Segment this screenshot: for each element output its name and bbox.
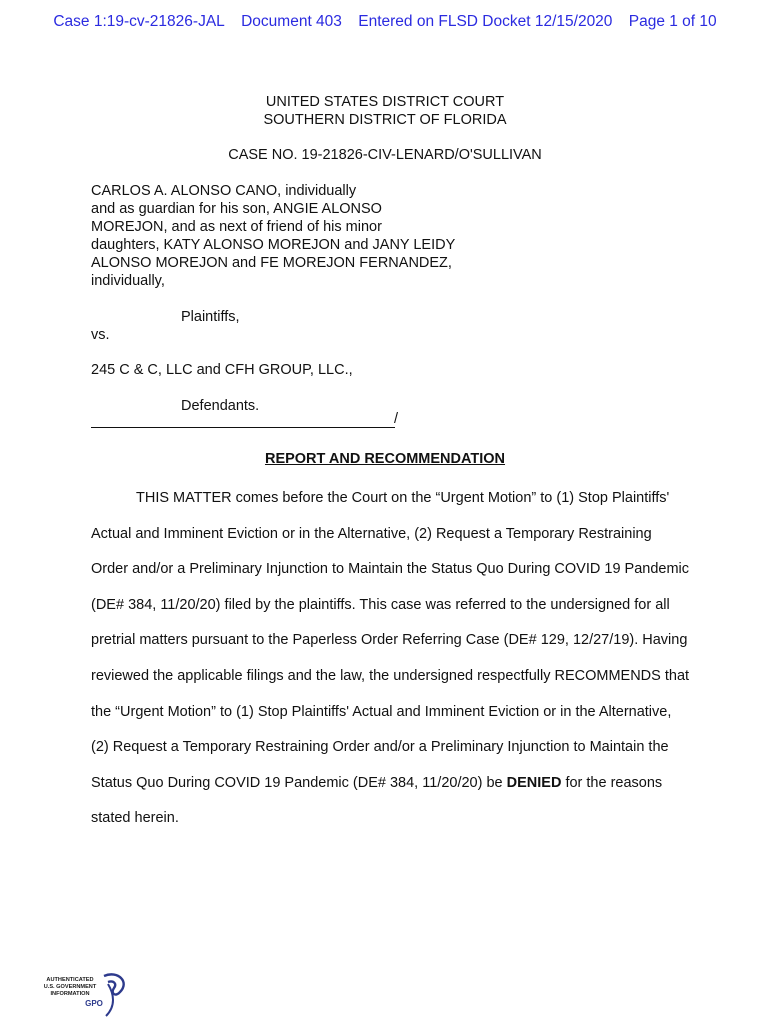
header-docket-entry: Entered on FLSD Docket 12/15/2020 <box>358 13 613 30</box>
gpo-line1: AUTHENTICATED <box>46 977 94 983</box>
case-number-line: CASE NO. 19-21826-CIV-LENARD/O'SULLIVAN <box>228 147 542 163</box>
caption-line: ALONSO MOREJON and FE MOREJON FERNANDEZ, <box>91 255 452 271</box>
body-text-main: THIS MATTER comes before the Court on the “Urgent Motion” to (1) Stop Plaintiffs' Actual and Imminent Eviction or in the Alternative, (2) Request a Temporary Restraining Order and/or a Preliminary Injunction to Maintain the Status Quo During COVID 19 Pandemic (DE# 384, 11/20/20) filed by the plaintiffs. This case was referred to the undersigned for all pretrial matters pursuant to the Paperless Order Referring Case (DE# 129, 12/27/19). Having reviewed the applicable filings and the law, the undersigned respectfully RECOMMENDS that the “Urgent Motion” to (1) Stop Plaintiffs' Actual and Imminent Eviction or in the Alternative, (2) Request a Temporary Restraining Order and/or a Preliminary Injunction to Maintain the Status Quo During COVID 19 Pandemic (DE# 384, 11/20/20) be <box>91 490 690 791</box>
header-page-number: Page 1 of 10 <box>628 13 717 30</box>
caption-line: CARLOS A. ALONSO CANO, individually <box>91 183 357 199</box>
defendants-names: 245 C & C, LLC and CFH GROUP, LLC., <box>91 362 353 378</box>
eagle-icon <box>104 974 124 994</box>
court-name-line2: SOUTHERN DISTRICT OF FLORIDA <box>263 112 507 128</box>
body-text-end: for the reasons stated herein. <box>91 774 663 827</box>
caption-line: individually, <box>91 273 165 289</box>
header-document: Document 403 <box>241 13 342 30</box>
court-name-line1: UNITED STATES DISTRICT COURT <box>265 94 505 110</box>
caption-line: daughters, KATY ALONSO MOREJON and JANY LEIDY <box>91 237 456 253</box>
versus-label: vs. <box>91 327 110 343</box>
caption-line: and as guardian for his son, ANGIE ALONSO <box>91 201 382 217</box>
header-case-number: Case 1:19-cv-21826-JAL <box>53 13 225 30</box>
plaintiffs-label: Plaintiffs, <box>181 309 240 325</box>
defendants-label: Defendants. <box>181 398 260 414</box>
gpo-line3: INFORMATION <box>50 991 90 997</box>
body-emphasis: DENIED <box>506 774 562 791</box>
caption-rule-slash: / <box>394 411 399 427</box>
court-name-block <box>0 93 770 129</box>
caption-line: MOREJON, and as next of friend of his minor <box>91 219 382 235</box>
caption-rule <box>91 413 395 428</box>
gpo-line2: U.S. GOVERNMENT <box>44 984 97 990</box>
plaintiffs-caption <box>91 182 511 290</box>
document-title: REPORT AND RECOMMENDATION <box>264 451 506 467</box>
body-paragraph <box>91 481 691 837</box>
eagle-wing-icon <box>106 984 113 1016</box>
gpo-mark: GPO <box>85 999 103 1008</box>
docket-header-stamp <box>0 13 770 31</box>
gpo-authentication-logo <box>44 972 130 1018</box>
